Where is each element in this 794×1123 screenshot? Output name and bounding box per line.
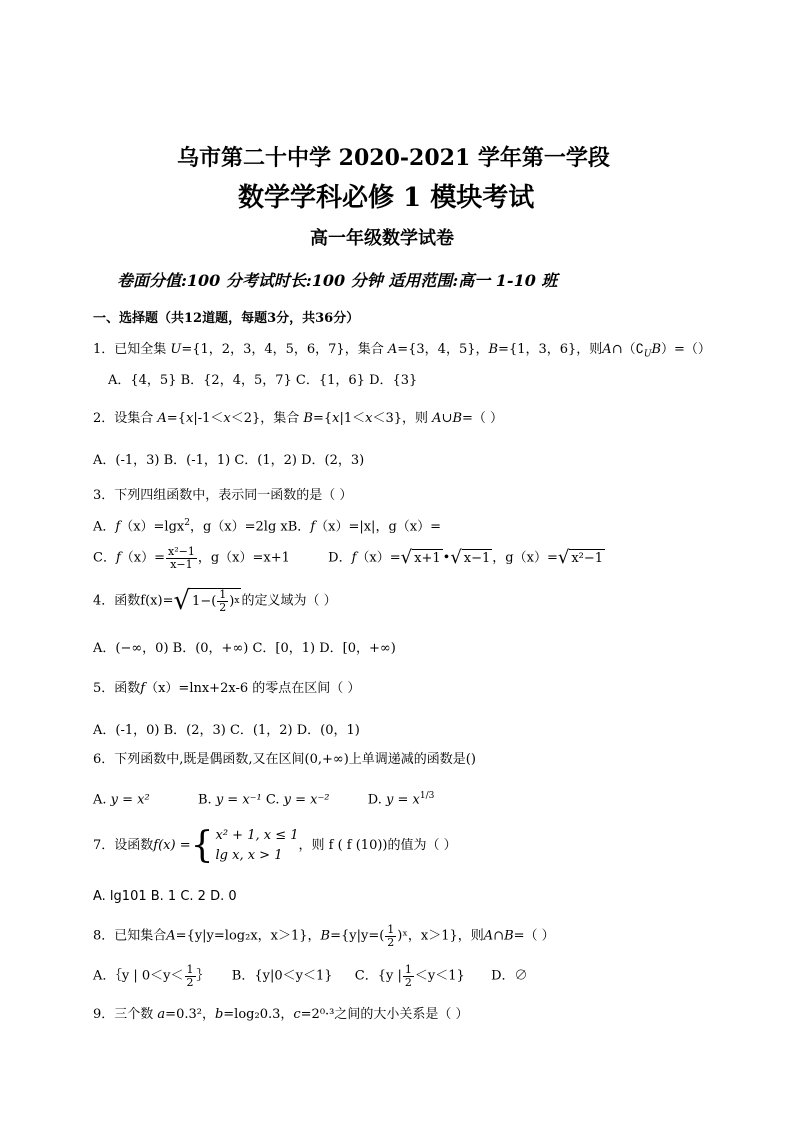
q6-options <box>93 791 434 808</box>
q4-frac-den: 2 <box>219 601 227 614</box>
q5-f: f <box>140 681 146 696</box>
q8-stem: 8．已知集合 <box>93 928 167 944</box>
q6-a-expr: y = x² <box>110 792 150 808</box>
question-7 <box>93 826 457 865</box>
q4-stem: 的定义域为（ ） <box>241 593 337 609</box>
q7-stem: ，则 f ( f (10))的值为（ ） <box>298 837 457 853</box>
q7-options: A. lg101 B. 1 C. 2 D. 0 <box>93 889 237 904</box>
q3-dot: • <box>442 550 451 566</box>
exam-subtitle: 高一年级数学试卷 <box>310 228 454 249</box>
q3-sqrt: √ x−1 <box>450 547 491 569</box>
q2-a2: A <box>432 411 442 426</box>
question-1 <box>93 342 711 360</box>
q3-text: ，g（x）= <box>492 550 558 566</box>
q3-text: （x）=lgx <box>120 519 185 535</box>
question-2 <box>93 411 503 427</box>
q3-text: （x）= <box>120 550 165 566</box>
q8-a2: A <box>483 928 494 944</box>
q3-options-cd <box>93 546 605 570</box>
q3-frac-den: x−1 <box>170 557 193 571</box>
q3-f: f <box>115 550 121 566</box>
q8-a-opt: ｝ <box>196 968 210 984</box>
q8-frac-num: 1 <box>387 923 395 936</box>
q8-stem: ∩ <box>493 928 505 944</box>
q3-text: （x）=|x|，g（x）= <box>315 519 441 535</box>
q3-text: （x）= <box>356 550 401 566</box>
q8-c-opt: ＜y＜1} <box>414 968 465 984</box>
q8-a-opt: A．｛y | 0＜y＜ <box>93 968 184 984</box>
q2-stem: |1＜ <box>339 411 366 426</box>
q8-stem: )ˣ，x＞1}，则 <box>397 928 484 944</box>
q8-c-label: C． <box>354 968 378 984</box>
q1-a2: A <box>602 342 612 357</box>
q3-sqrt-body: x²−1 <box>571 550 604 566</box>
q6-b-label: B. <box>197 792 216 808</box>
q1-sub: U <box>643 349 652 360</box>
q2-b2: B <box>452 411 463 426</box>
q8-stem: ={y|y=log₂x，x＞1}， <box>175 928 321 944</box>
q9-stem: =log₂0.3， <box>223 1007 294 1022</box>
question-4 <box>93 588 337 614</box>
q4-sqrt-body <box>190 588 241 614</box>
q2-stem: ＜3}，则 <box>372 411 433 426</box>
q3-sqrt-body: x+1 <box>414 550 441 566</box>
q1-b2: B <box>651 342 662 357</box>
q2-stem: ∪ <box>441 411 453 426</box>
question-8 <box>93 924 555 948</box>
q1-stem: 1．已知全集 <box>93 342 171 357</box>
q6-d-expr: y = x <box>386 792 420 808</box>
q6-a-label: A. <box>93 792 111 808</box>
q3-c-label: C． <box>93 550 116 566</box>
q3-d-label: D． <box>328 550 352 566</box>
q8-b2: B <box>504 928 514 944</box>
q3-fraction <box>166 546 197 570</box>
q4-fraction <box>217 589 228 613</box>
q4-sup: x <box>234 596 240 607</box>
q1-stem: ={1，3，6}，则 <box>498 342 603 357</box>
q9-stem: 9．三个数 <box>93 1007 158 1022</box>
q3-sqrt-body: x−1 <box>463 550 491 566</box>
q5-options: A．(-1，0) B．(2，3) C．(1，2) D．(0，1) <box>93 723 360 738</box>
q3-sqrt: √ x²−1 <box>557 547 604 569</box>
q3-f: f <box>115 519 121 535</box>
q3-text: ，g（x）=2lg xB． <box>189 519 311 535</box>
q2-options: A．(-1，3) B．(-1，1) C．(1，2) D．(2，3) <box>93 453 365 468</box>
q1-stem: ={3，4，5}， <box>397 342 489 357</box>
q8-c-frac <box>403 964 414 988</box>
exam-title-line1: 乌市第二十中学 2020-2021 学年第一学段 <box>177 145 610 171</box>
q7-case: x² + 1, x ≤ 1 <box>215 828 299 843</box>
q9-stem: =0.3²， <box>165 1007 215 1022</box>
q3-a-label: A． <box>93 519 116 535</box>
q2-stem: =（ ） <box>462 411 504 426</box>
q8-c-frac-num: 1 <box>404 963 412 976</box>
q8-c-frac-den: 2 <box>404 975 412 989</box>
q4-in: 1−( <box>192 593 217 609</box>
q2-b: B <box>303 411 313 426</box>
q7-stem: 7．设函数 <box>93 837 154 853</box>
q1-stem: ∩（∁ <box>611 342 644 357</box>
q8-stem: =（ ） <box>513 928 555 944</box>
q1-u: U <box>170 342 182 357</box>
q5-stem: 5．函数 <box>93 681 141 696</box>
q1-stem: ={1，2，3，4，5，6，7}，集合 <box>181 342 388 357</box>
exam-meta: 卷面分值:100 分考试时长:100 分钟 适用范围:高一 1-10 班 <box>117 271 558 290</box>
q7-case: lg x, x > 1 <box>215 847 283 863</box>
q2-stem: ={ <box>166 411 186 426</box>
q3-text: ，g（x）=x+1 <box>197 550 290 566</box>
q7-piecewise <box>191 826 299 865</box>
q1-a: A <box>387 342 398 357</box>
section-heading: 一、选择题（共12道题，每题3分，共36分） <box>93 311 360 326</box>
q1-b: B <box>488 342 499 357</box>
q1-options: A．{4，5} B．{2，4，5，7} C．{1，6} D．{3} <box>108 373 418 388</box>
question-6: 6．下列函数中,既是偶函数,又在区间(0,+∞)上单调递减的函数是() <box>93 752 476 767</box>
q3-sup: 2 <box>184 518 190 528</box>
q6-d-label: D. <box>367 792 387 808</box>
q8-a-frac-num: 1 <box>186 963 194 976</box>
q6-c-label: C. <box>265 792 284 808</box>
q7-brace: { <box>190 824 214 866</box>
q1-stem: ）=（） <box>661 342 711 357</box>
q2-x: x <box>365 411 373 426</box>
q6-b-expr: y = x⁻¹ <box>215 792 262 808</box>
q7-fx: f(x) = <box>153 837 191 853</box>
q8-stem: ={y|y=( <box>330 928 385 944</box>
q3-f: f <box>351 550 357 566</box>
q2-stem: 2．设集合 <box>93 411 158 426</box>
q2-x: x <box>332 411 340 426</box>
q8-fraction <box>385 924 396 948</box>
q8-frac-den: 2 <box>387 935 395 949</box>
q4-frac-num: 1 <box>219 588 227 602</box>
q3-sqrt: √ x+1 <box>400 547 441 569</box>
q6-d-sup: 1/3 <box>419 791 435 801</box>
q8-a-frac-den: 2 <box>186 975 194 989</box>
q9-a: a <box>157 1007 166 1022</box>
q6-c-expr: y = x⁻² <box>283 792 330 808</box>
q4-stem: 4．函数 <box>93 593 141 609</box>
q4-sqrt: √ 1−( $\frac{1}{2}$ ) x <box>173 586 240 616</box>
q4-options: A．(−∞，0) B．(0，+∞) C．[0，1) D．[0，+∞) <box>93 641 396 656</box>
question-9 <box>93 1007 469 1023</box>
q8-a: A <box>166 928 176 944</box>
q8-c-opt: {y | <box>377 968 402 984</box>
q2-stem: |-1＜ <box>193 411 224 426</box>
q4-in: ) <box>229 593 235 609</box>
q5-stem: （x）=lnx+2x-6 的零点在区间（ ） <box>145 681 361 696</box>
q8-options <box>93 964 528 988</box>
q3-f: f <box>310 519 316 535</box>
q2-x: x <box>185 411 194 426</box>
q8-a-frac <box>185 964 196 988</box>
q3-frac-num: x²−1 <box>168 545 195 558</box>
question-3: 3．下列四组函数中，表示同一函数的是（ ） <box>93 488 353 503</box>
question-5 <box>93 681 360 697</box>
exam-title-line2: 数学学科必修 1 模块考试 <box>238 183 535 213</box>
q8-b-opt: B．{y|0＜y＜1} <box>231 968 333 984</box>
q2-a: A <box>157 411 167 426</box>
q3-options-ab <box>93 518 441 535</box>
q8-b: B <box>320 928 331 944</box>
q9-c: c <box>293 1007 301 1022</box>
q4-fx: f(x)= <box>140 593 174 609</box>
q2-stem: ={ <box>312 411 333 426</box>
q8-d-opt: D．∅ <box>491 968 528 984</box>
q2-stem: ＜2}，集合 <box>230 411 304 426</box>
q2-x: x <box>223 411 231 426</box>
q9-stem: =2⁰·³之间的大小关系是（ ） <box>300 1007 469 1022</box>
q9-b: b <box>214 1007 224 1022</box>
